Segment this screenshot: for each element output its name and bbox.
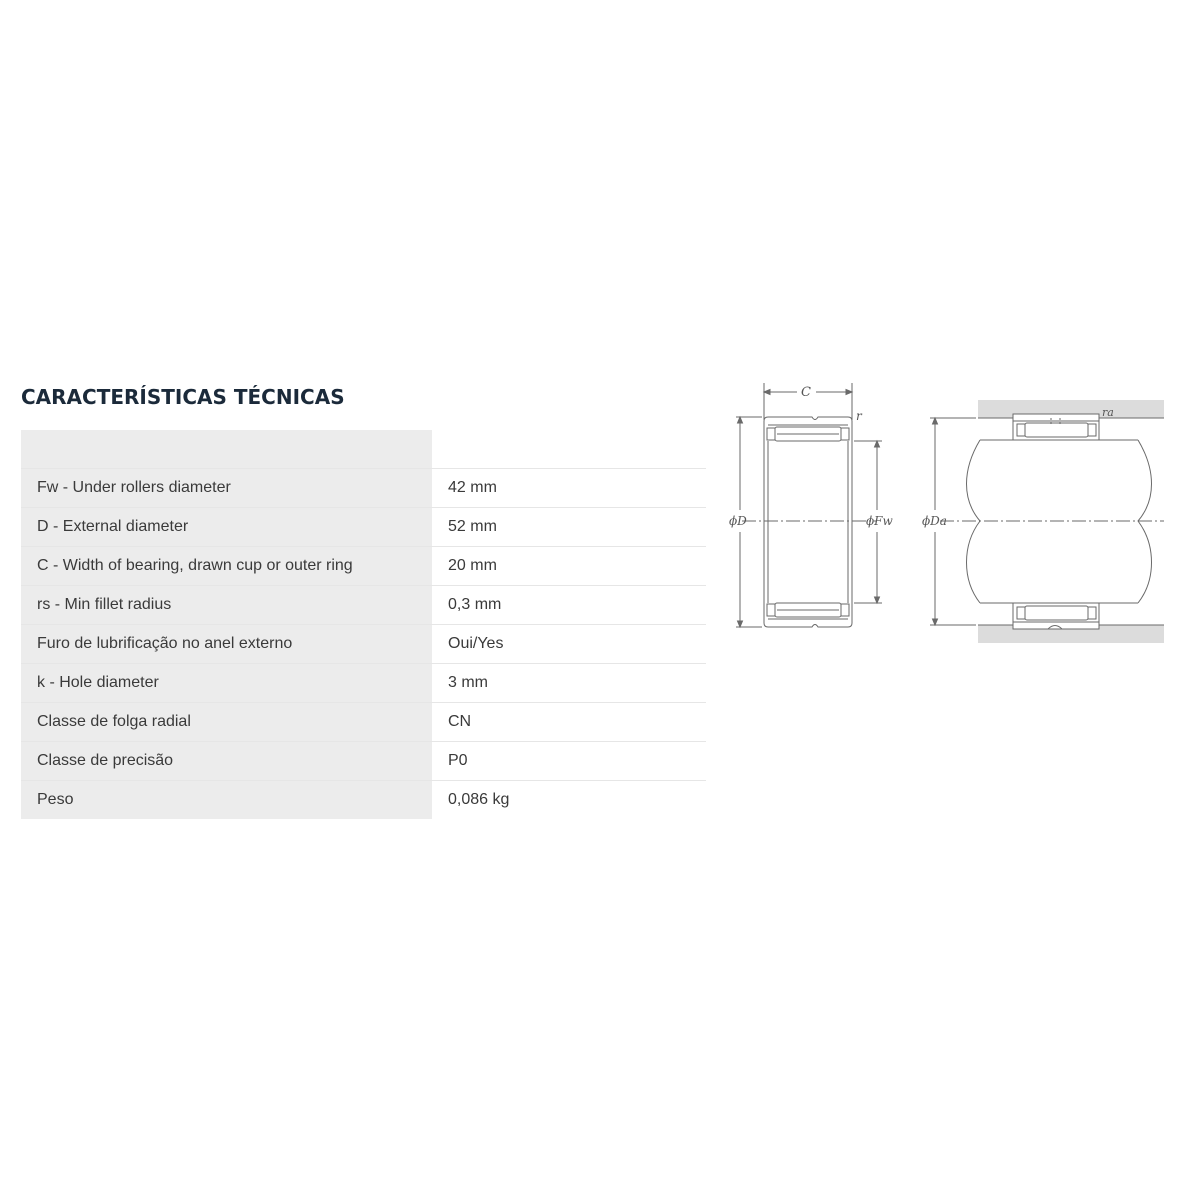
spec-label: Classe de folga radial [21,703,432,742]
spec-label: C - Width of bearing, drawn cup or outer ring [21,547,432,586]
spec-label: Fw - Under rollers diameter [21,469,432,508]
table-header-value-cell [432,430,706,469]
dimension-label-under-rollers-diameter: ϕFw [866,514,893,528]
spec-value: 20 mm [432,547,706,586]
table-row [21,508,706,547]
dimension-label-housing-fillet: ra [1102,406,1114,419]
spec-value: 0,086 kg [432,781,706,820]
spec-value: Oui/Yes [432,625,706,664]
spec-value: 42 mm [432,469,706,508]
section-title: CARACTERÍSTICAS TÉCNICAS [21,385,345,409]
spec-label: Furo de lubrificação no anel externo [21,625,432,664]
table-row [21,742,706,781]
table-row [21,703,706,742]
spec-table [21,430,706,819]
spec-label: D - External diameter [21,508,432,547]
dimension-label-housing-diameter: ϕDa [922,514,947,528]
spec-label: Classe de precisão [21,742,432,781]
dimension-label-outer-diameter: ϕD [729,514,747,528]
spec-label: Peso [21,781,432,820]
spec-value: 3 mm [432,664,706,703]
bearing-technical-drawing [720,375,1180,655]
table-row [21,469,706,508]
table-row [21,586,706,625]
mounting-arrangement-view [930,400,1164,643]
table-row [21,625,706,664]
spec-label: k - Hole diameter [21,664,432,703]
table-header-row [21,430,706,469]
dimension-label-fillet: r [856,409,862,423]
spec-label: rs - Min fillet radius [21,586,432,625]
spec-value: P0 [432,742,706,781]
table-row [21,547,706,586]
table-row [21,781,706,820]
spec-value: 52 mm [432,508,706,547]
spec-value: 0,3 mm [432,586,706,625]
spec-value: CN [432,703,706,742]
table-row [21,664,706,703]
dimension-label-width: C [801,385,811,400]
table-header-label-cell [21,430,432,469]
